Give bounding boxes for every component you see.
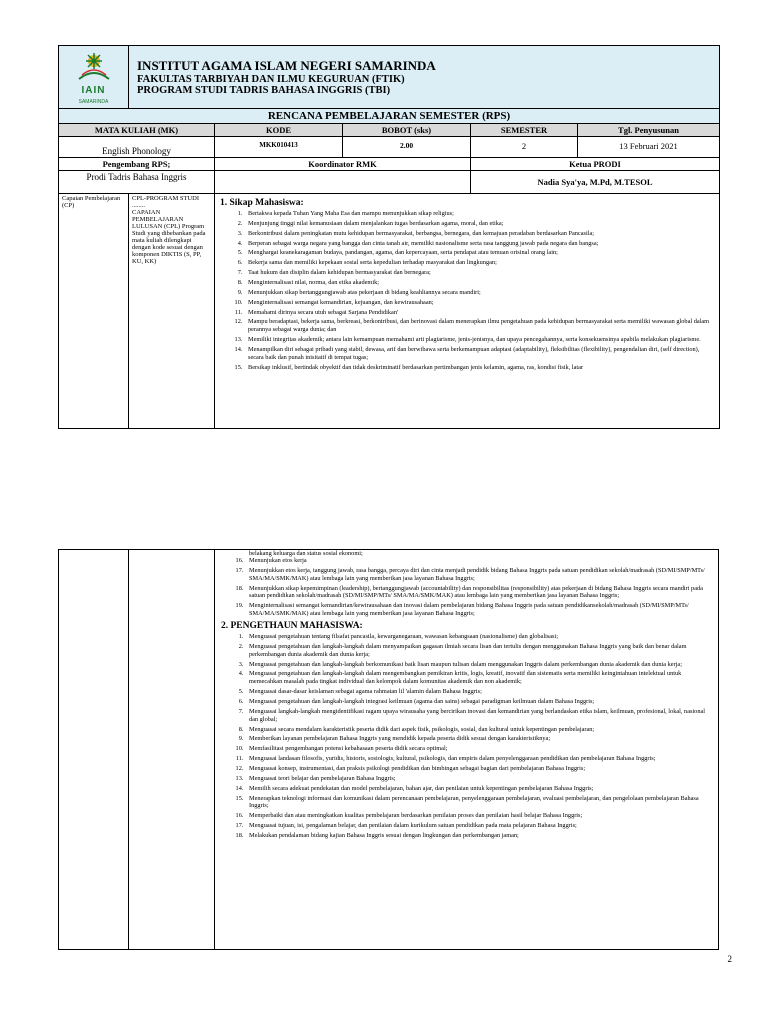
cpl-desc: CAPAIAN PEMBELAJARAN LULUSAN (CPL) Program Studi yang dibebankan pada mata kuliah dilengkapi dengan kode sesuai dengan komponen DIKTIS (S, PP, KU, KK)	[132, 209, 206, 265]
list-item: 17. Menguasai tujuan, isi, pengalaman belajar, dan penilaian dalam kurikulum satuan pendidikan pada mata pelajaran Bahasa Inggris;	[245, 822, 714, 830]
sikap-continuation: belakang keluarga dan status sosial ekonomi;	[249, 550, 363, 557]
list-item: 8. Menginternalisasi nilai, norma, dan etika akademik;	[244, 279, 716, 287]
rps-header-table	[58, 45, 720, 429]
list-item: 11. Memahami dirinya secara utuh sebagai Sarjana Pendidikan'	[244, 309, 716, 317]
list-item: 7. Menguasai langkah-langkah mengidentifikasi ragam upaya wirausaha yang bercirikan inovasi dan kemandirian yang berlandaskan etika islam, keilmuan, profesional, lokal, nasional dan global;	[245, 708, 714, 724]
course-date: 13 Februari 2021	[578, 137, 720, 158]
list-item: 15. Bersikap inklusif, bertindak obyektif dan tidak deskriminatif berdasarkan pertimbangan jenis kelamin, agama, ras, kondisi fisik, latar	[244, 364, 716, 372]
page-number: 2	[727, 954, 732, 964]
list-item: 13. Menguasai teori belajar dan pembelajaran Bahasa Inggris;	[245, 775, 714, 783]
list-item: 14. Menampilkan diri sebagai pribadi yang stabil, dewasa, arif dan berwibawa serta berkemampuan adaptasi (adaptability), fleksibilitas (flexibility), pengendalian diri, (self direction), secara baik dan punah inisitatif di tempat tugas;	[244, 346, 716, 362]
list-item: 5. Menghargai keanekaragaman budaya, pandangan, agama, dan kepercayaan, serta pendapat atau temuan orisinal orang lain;	[244, 249, 716, 257]
continuation-content	[215, 550, 719, 950]
list-item: 6. Bekerja sama dan memiliki kepekaan sosial serta kepedulian terhadap masyarakat dan lingkungan;	[244, 259, 716, 267]
list-item: 9. Menunjukkan sikap bertanggungjawab atas pekerjaan di bidang keahliannya secara mandiri;	[244, 289, 716, 297]
list-item: 3. Menguasai pengetahuan dan langkah-langkah berkomunikasi baik lisan maupun tulisan dalam menggunakan Inggris dalam perkembangan dunia akademik dan dunia kerja;	[245, 661, 714, 669]
sikap-list-continued	[219, 557, 714, 618]
continuation-table	[58, 549, 719, 950]
col-kode: KODE	[215, 124, 343, 137]
label-ketua-prodi: Ketua PRODI	[471, 158, 720, 171]
logo	[59, 46, 129, 109]
list-item: 15. Menerapkan teknologi informasi dan komunikasi dalam perencanaan pembelajaran, penyelenggaraan pembelajaran, evaluasi pembelajaran, dan pengelolaan pembelajaran Bahasa Inggris;	[245, 795, 714, 811]
cpl-description	[129, 194, 215, 429]
col-mata-kuliah: MATA KULIAH (MK)	[59, 124, 215, 137]
course-name: English Phonology	[59, 137, 215, 158]
sikap-title: 1. Sikap Mahasiswa:	[220, 198, 304, 208]
list-item: 8. Menguasai secara mendalam karakteristik peserta didik dari aspek fisik, psikologis, sosial, dan kultural untuk kepentingan pembelajaran;	[245, 726, 714, 734]
course-credits: 2.00	[343, 137, 471, 158]
col-semester: SEMESTER	[471, 124, 578, 137]
list-item: 2. Menjunjung tinggi nilai kemanusiaan dalam menjalankan tugas berdasarkan agama, moral, dan etika;	[244, 220, 716, 228]
list-item: 19. Menginternalisasi semangat kemandirian/kewirausahaan dan inovasi dalam pembelajaran bidang Bahasa Inggris pada satuan pendidikansekolah/madrasah (SD/MI/SMP/MTs/ SMA/MA/SMK/MAK) atau lembaga lain yang memberikan jasa layanan Bahasa Inggris;	[245, 602, 714, 618]
empty-cell-mid	[129, 550, 215, 950]
institution-name: INSTITUT AGAMA ISLAM NEGERI SAMARINDA	[137, 58, 436, 73]
list-item: 11. Menguasai landasan filosofis, yuridis, historis, sosiologis, kultural, psikologis, dan empiris dalam penyelenggaraan pendidikan dan pembelajaran Bahasa Inggris;	[245, 755, 714, 763]
sikap-section	[215, 194, 720, 429]
list-item: 7. Taat hukum dan disiplin dalam kehidupan bermasyarakat dan bernegara;	[244, 269, 716, 277]
list-item: 2. Menguasai pengetahuan dan langkah-langkah dalam menyampaikan gagasan ilmiah secara lisan dan tertulis dengan menggunakan Bahasa Inggris yang baik dan benar dalam perkembangan dunia akademik dan dunia kerja;	[245, 643, 714, 659]
list-item: 1. Menguasai pengetahuan tentang filsafat pancasila, kewarganegaraan, wawasan kebangsaan (nasionalisme) dan globalisasi;	[245, 633, 714, 641]
course-code: MKK010413	[215, 137, 343, 158]
list-item: 9. Memberikan layanan pembelajaran Bahasa Inggris yang mendidik kepada peserta didik sesuai dengan karakteristiknya;	[245, 735, 714, 743]
ketua-value: Nadia Sya'ya, M.Pd, M.TESOL	[471, 171, 720, 194]
list-item: 18. Menunjukkan sikap kepemimpinan (leadership), bertanggungjawab (accountability) dan responsibilitas (responsibility) atas pekerjaan di bidang Bahasa Inggris secara mandiri pada satuan pendidikan sekolah/madrasah (SD/MI/SMP/MTs/ SMA/MA/SMK/MAK) atau lembaga lain yang memberikan jasa layanan Bahasa Inggris;	[245, 585, 714, 601]
document-title: RENCANA PEMBELAJARAN SEMESTER (RPS)	[59, 109, 720, 124]
logo-subtext: SAMARINDA	[78, 99, 109, 105]
list-item: 4. Menguasai pengetahuan dan langkah-langkah dalam mengembangkan pemikiran kritis, logis, kreatif, inovatif dan sistematis serta memiliki keingintahuan intelektual untuk memecahkan masalah pada tingkat individual dan kelompok dalam komunitas akademik dan non akademik;	[245, 670, 714, 686]
program-name: PROGRAM STUDI TADRIS BAHASA INGGRIS (TBI)	[137, 85, 391, 96]
label-pengembang: Pengembang RPS;	[59, 158, 215, 171]
list-item: 16. Menunjukan etos kerja	[245, 557, 714, 565]
logo-text: IAIN	[81, 85, 106, 96]
col-tgl-penyusunan: Tgl. Penyusunan	[578, 124, 720, 137]
faculty-name: FAKULTAS TARBIYAH DAN ILMU KEGURUAN (FTIK)	[137, 74, 405, 85]
list-item: 10. Memfasilitasi pengembangan potensi kebahasaan peserta didik secara optimal;	[245, 745, 714, 753]
pengetahuan-title: 2. PENGETHAUN MAHASISWA:	[221, 621, 363, 632]
list-item: 12. Mampu beradaptasi, bekerja sama, berkreasi, berkontribusi, dan berinovasi dalam menerapkan ilmu pengetahuan pada kehidupan bermasyarakat serta memiliki wawasan global dalam perannya sebagai warga dunia; dan	[244, 318, 716, 334]
list-item: 17. Menunjukkan etos kerja, tanggung jawab, rasa bangga, percaya diri dan cinta menjadi pendidik bidang Bahasa Inggris pada satuan pendidikan sekolah/madrasah (SD/MI/SMP/MTs/ SMA/MA/SMK/MAK) atau lembaga lain yang memberikan jasa layanan Bahasa Inggris;	[245, 567, 714, 583]
koordinator-value	[215, 171, 471, 194]
list-item: 3. Berkontribusi dalam peningkatan mutu kehidupan bermasyarakat, berbangsa, bernegara, dan kemajuan peradaban berdasarkan Pancasila;	[244, 230, 716, 238]
list-item: 4. Berperan sebagai warga negara yang bangga dan cinta tanah air, memiliki nasionalisme serta rasa tanggung jawab pada negara dan bangsa;	[244, 240, 716, 248]
list-item: 13. Memiliki integritas akademik; antara lain kemampuan memahami arti plagiarisme, jenis-jenisnya, dan upaya pencegahannya, serta konsekuensinya apabila melakukan plagiarisme.	[244, 336, 716, 344]
logo-emblem-icon	[74, 49, 114, 83]
list-item: 1. Bertakwa kepada Tuhan Yang Maha Esa dan mampu menunjukkan sikap religius;	[244, 210, 716, 218]
list-item: 10. Menginternalisasi semangat kemandirian, kejuangan, dan kewirausahaan;	[244, 299, 716, 307]
list-item: 12. Menguasai konsep, instrumentasi, dan praksis psikologi pendidikan dan bimbingan sebagai bagian dari pembelajaran Bahasa Inggris;	[245, 765, 714, 773]
institution-block	[129, 46, 720, 109]
label-koordinator: Koordinator RMK	[215, 158, 471, 171]
cpl-title: CPL-PROGRAM STUDI ........	[132, 195, 199, 209]
cp-label: Capaian Pembelajaran (CP)	[59, 194, 129, 429]
pengetahuan-list	[219, 633, 714, 840]
course-semester: 2	[471, 137, 578, 158]
list-item: 16. Memperbaiki dan atau meningkatkan kualitas pembelajaran berdasarkan penilaian proses dan penilaian hasil belajar Bahasa Inggris;	[245, 812, 714, 820]
pengembang-value: Prodi Tadris Bahasa Inggris	[59, 171, 215, 194]
sikap-list	[218, 210, 716, 372]
list-item: 6. Menguasai pengetahuan dan langkah-langkah integrasi keilmuan (agama dan sains) sebagai paradigman keilmuan dalam Bahasa Inggris;	[245, 698, 714, 706]
list-item: 18. Melakukan pendalaman bidang kajian Bahasa Inggris sesuai dengan lingkungan dan perkembangan jaman;	[245, 832, 714, 840]
list-item: 14. Memilih secara adekuat pendekatan dan model pembelajaran, bahan ajar, dan penilaian untuk kepentingan pembelajaran Bahasa Inggris;	[245, 785, 714, 793]
col-bobot: BOBOT (sks)	[343, 124, 471, 137]
list-item: 5. Menguasai dasar-dasar keislaman sebagai agama rahmatan lil 'alamin dalam Bahasa Inggris;	[245, 688, 714, 696]
page-one	[58, 45, 719, 429]
page-two	[58, 549, 719, 950]
empty-cell-left	[59, 550, 129, 950]
